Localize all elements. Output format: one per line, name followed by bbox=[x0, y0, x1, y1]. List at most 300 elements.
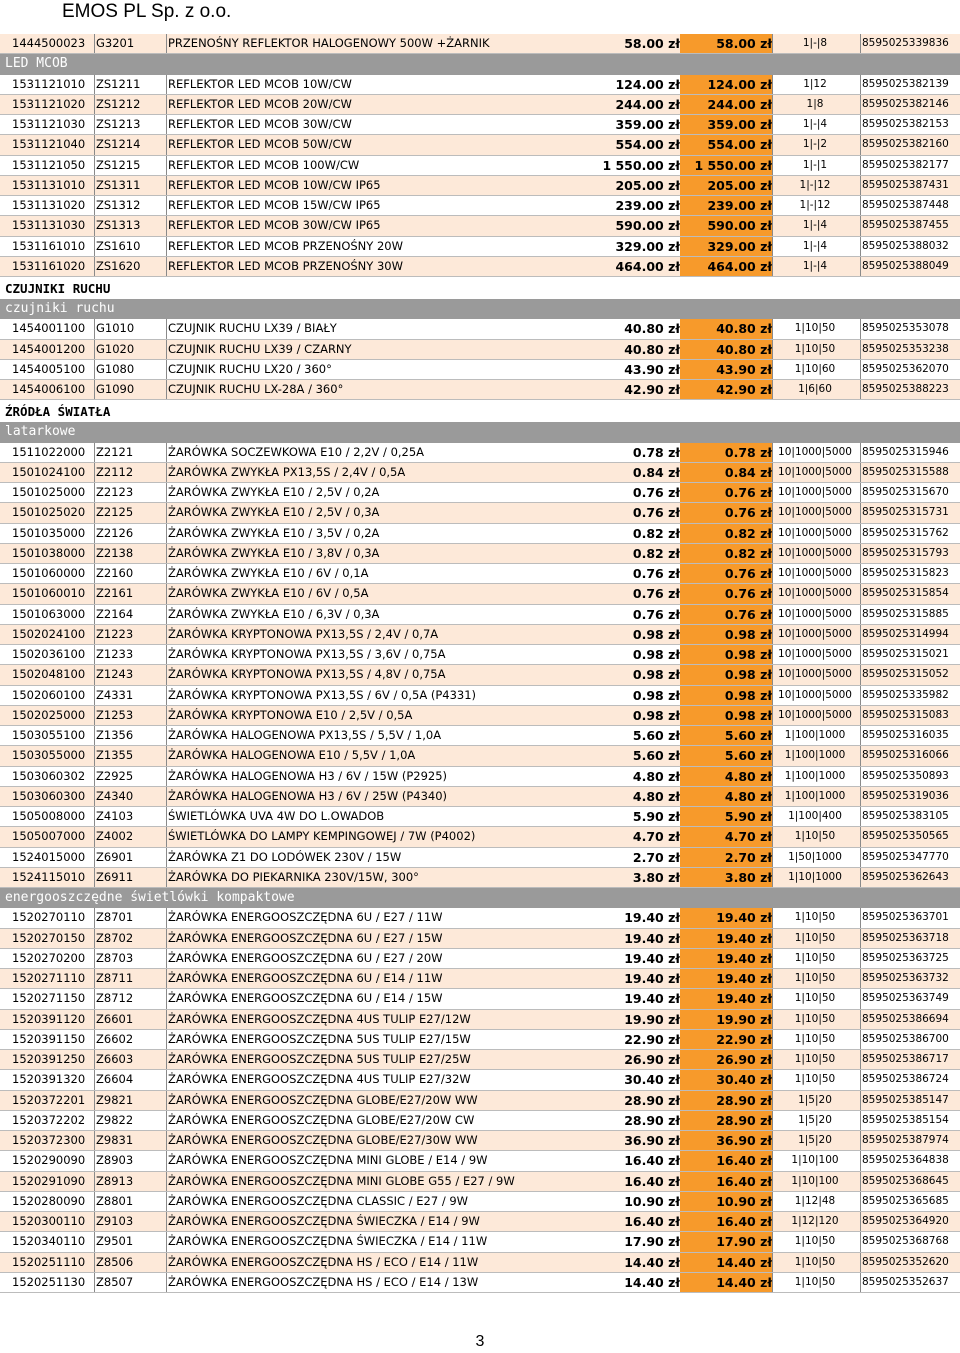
column-divider bbox=[860, 176, 861, 195]
table-row bbox=[0, 827, 960, 847]
product-symbol: Z1233 bbox=[96, 647, 134, 661]
price-highlighted: 28.90 zł bbox=[680, 1111, 772, 1130]
product-symbol: Z8913 bbox=[96, 1173, 134, 1188]
product-name: ŻARÓWKA ENERGOOSZCZĘDNA GLOBE/E27/20W WW bbox=[168, 1092, 478, 1107]
table-row bbox=[0, 443, 960, 463]
column-divider bbox=[166, 1070, 167, 1089]
column-divider bbox=[94, 929, 95, 948]
product-symbol: ZS1313 bbox=[96, 218, 141, 233]
ean-code: 8595025382146 bbox=[862, 97, 949, 110]
price-net: 30.40 zł bbox=[624, 1072, 680, 1088]
product-symbol: Z4103 bbox=[96, 809, 134, 823]
price-highlighted: 26.90 zł bbox=[680, 1050, 772, 1069]
price-net: 0.98 zł bbox=[632, 687, 680, 703]
product-symbol: Z6603 bbox=[96, 1052, 134, 1066]
product-symbol: ZS1212 bbox=[96, 96, 141, 111]
product-code: 1444500023 bbox=[12, 36, 86, 50]
column-divider bbox=[772, 443, 773, 462]
subsection-title: latarkowe bbox=[5, 424, 76, 440]
table-row bbox=[0, 1273, 960, 1293]
column-divider bbox=[772, 645, 773, 664]
product-symbol: Z4331 bbox=[96, 687, 134, 702]
ean-code: 8595025363749 bbox=[862, 992, 949, 1005]
table-row bbox=[0, 1111, 960, 1131]
table-row bbox=[0, 115, 960, 135]
product-symbol: Z8506 bbox=[96, 1254, 134, 1269]
product-name: ŻARÓWKA ENERGOOSZCZĘDNA ŚWIECZKA / E14 / 11W bbox=[168, 1234, 488, 1249]
column-divider bbox=[166, 1091, 167, 1110]
product-code: 1520280090 bbox=[12, 1193, 86, 1208]
price-highlighted: 244.00 zł bbox=[680, 95, 772, 114]
column-divider bbox=[860, 1172, 861, 1191]
category-header bbox=[0, 277, 960, 299]
product-symbol: Z2121 bbox=[96, 444, 134, 459]
table-row bbox=[0, 196, 960, 216]
column-divider bbox=[166, 524, 167, 543]
packaging: 1|8 bbox=[806, 97, 824, 110]
price-highlighted: 42.90 zł bbox=[680, 380, 772, 399]
column-divider bbox=[772, 949, 773, 968]
product-symbol: Z6601 bbox=[96, 1011, 134, 1026]
product-symbol: Z2112 bbox=[96, 464, 134, 479]
price-highlighted: 0.82 zł bbox=[680, 544, 772, 563]
table-row bbox=[0, 524, 960, 544]
price-highlighted: 40.80 zł bbox=[680, 340, 772, 359]
column-divider bbox=[94, 237, 95, 256]
column-divider bbox=[166, 929, 167, 948]
product-code: 1531131030 bbox=[12, 218, 86, 233]
product-name: ŻARÓWKA ENERGOOSZCZĘDNA ŚWIECZKA / E14 / 9W bbox=[168, 1214, 480, 1228]
column-divider bbox=[166, 135, 167, 154]
product-symbol: G1080 bbox=[96, 361, 135, 376]
packaging: 1|10|50 bbox=[794, 1255, 836, 1268]
product-code: 1520300110 bbox=[12, 1214, 86, 1228]
column-divider bbox=[860, 1010, 861, 1029]
ean-code: 8595025347770 bbox=[862, 850, 949, 863]
product-name: CZUJNIK RUCHU LX-28A / 360° bbox=[168, 382, 344, 396]
column-divider bbox=[166, 156, 167, 175]
column-divider bbox=[772, 767, 773, 786]
ean-code: 8595025352620 bbox=[862, 1255, 949, 1268]
price-highlighted: 0.98 zł bbox=[680, 665, 772, 684]
column-divider bbox=[166, 868, 167, 887]
ean-code: 8595025315588 bbox=[862, 465, 949, 478]
column-divider bbox=[772, 787, 773, 806]
product-name: ŻARÓWKA ENERGOOSZCZĘDNA MINI GLOBE G55 / E27 / 9W bbox=[168, 1173, 515, 1188]
price-net: 19.40 zł bbox=[624, 910, 680, 926]
product-code: 1502048100 bbox=[12, 667, 86, 682]
table-row bbox=[0, 1253, 960, 1273]
column-divider bbox=[860, 1232, 861, 1251]
column-divider bbox=[166, 1253, 167, 1272]
price-net: 0.78 zł bbox=[632, 444, 680, 460]
product-code: 1502036100 bbox=[12, 647, 86, 661]
column-divider bbox=[166, 463, 167, 482]
product-symbol: Z8903 bbox=[96, 1153, 134, 1168]
column-divider bbox=[94, 1030, 95, 1049]
column-divider bbox=[772, 176, 773, 195]
column-divider bbox=[772, 483, 773, 502]
product-symbol: Z8701 bbox=[96, 910, 134, 925]
ean-code: 8595025319036 bbox=[862, 789, 949, 802]
price-highlighted: 22.90 zł bbox=[680, 1030, 772, 1049]
column-divider bbox=[772, 156, 773, 175]
column-divider bbox=[94, 969, 95, 988]
product-symbol: Z8507 bbox=[96, 1274, 134, 1289]
table-row bbox=[0, 746, 960, 766]
column-divider bbox=[772, 360, 773, 379]
product-code: 1520270150 bbox=[12, 930, 86, 945]
price-net: 36.90 zł bbox=[624, 1133, 680, 1148]
product-symbol: Z6604 bbox=[96, 1072, 134, 1087]
packaging: 10|1000|5000 bbox=[778, 708, 852, 721]
column-divider bbox=[860, 503, 861, 522]
price-highlighted: 16.40 zł bbox=[680, 1151, 772, 1170]
ean-code: 8595025316066 bbox=[862, 749, 949, 762]
product-symbol: ZS1214 bbox=[96, 137, 141, 152]
price-net: 4.80 zł bbox=[632, 788, 680, 804]
price-net: 4.80 zł bbox=[632, 768, 680, 784]
subsection-header bbox=[0, 54, 960, 74]
column-divider bbox=[860, 564, 861, 583]
product-code: 1502024100 bbox=[12, 626, 86, 641]
price-net: 0.84 zł bbox=[632, 464, 680, 480]
ean-code: 8595025350565 bbox=[862, 830, 949, 843]
column-divider bbox=[166, 645, 167, 664]
packaging: 10|1000|5000 bbox=[778, 465, 852, 478]
price-net: 17.90 zł bbox=[624, 1234, 680, 1250]
product-code: 1503055000 bbox=[12, 748, 86, 763]
product-symbol: Z1223 bbox=[96, 626, 134, 641]
column-divider bbox=[94, 564, 95, 583]
column-divider bbox=[94, 584, 95, 603]
column-divider bbox=[94, 257, 95, 276]
price-highlighted: 0.84 zł bbox=[680, 463, 772, 482]
column-divider bbox=[860, 463, 861, 482]
product-code: 1531161020 bbox=[12, 258, 86, 273]
product-symbol: Z2125 bbox=[96, 505, 134, 520]
table-row bbox=[0, 929, 960, 949]
column-divider bbox=[94, 1050, 95, 1069]
column-divider bbox=[94, 989, 95, 1008]
subsection-header bbox=[0, 299, 960, 319]
column-divider bbox=[166, 605, 167, 624]
product-name: ŻARÓWKA ENERGOOSZCZĘDNA CLASSIC / E27 / 9W bbox=[168, 1193, 469, 1208]
product-symbol: ZS1311 bbox=[96, 177, 141, 192]
column-divider bbox=[772, 665, 773, 684]
table-row bbox=[0, 625, 960, 645]
table-row bbox=[0, 1151, 960, 1171]
column-divider bbox=[860, 645, 861, 664]
product-name: ŻARÓWKA ZWYKŁA E10 / 3,5V / 0,2A bbox=[168, 525, 380, 540]
product-name: ŻARÓWKA HALOGENOWA H3 / 6V / 15W (P2925) bbox=[168, 768, 448, 783]
column-divider bbox=[94, 686, 95, 705]
price-table bbox=[0, 34, 960, 1293]
packaging: 10|1000|5000 bbox=[778, 567, 852, 579]
column-divider bbox=[94, 1232, 95, 1251]
table-row bbox=[0, 1030, 960, 1050]
product-symbol: Z9821 bbox=[96, 1092, 134, 1107]
column-divider bbox=[772, 686, 773, 705]
table-row bbox=[0, 360, 960, 380]
column-divider bbox=[772, 380, 773, 399]
column-divider bbox=[94, 1091, 95, 1110]
ean-code: 8595025385154 bbox=[862, 1113, 949, 1126]
price-net: 124.00 zł bbox=[615, 76, 680, 92]
packaging: 10|1000|5000 bbox=[778, 607, 852, 620]
column-divider bbox=[166, 584, 167, 603]
subsection-header bbox=[0, 422, 960, 442]
ean-code: 8595025353078 bbox=[862, 322, 949, 335]
product-name: ŻARÓWKA ZWYKŁA E10 / 6V / 0,1A bbox=[168, 566, 369, 580]
column-divider bbox=[860, 989, 861, 1008]
ean-code: 8595025363725 bbox=[862, 951, 949, 964]
product-code: 1501038000 bbox=[12, 545, 86, 560]
packaging: 1|10|50 bbox=[794, 951, 836, 964]
column-divider bbox=[166, 319, 167, 338]
packaging: 1|5|20 bbox=[798, 1093, 832, 1106]
column-divider bbox=[860, 75, 861, 94]
price-highlighted: 0.98 zł bbox=[680, 706, 772, 725]
column-divider bbox=[860, 483, 861, 502]
product-name: ŻARÓWKA SOCZEWKOWA E10 / 2,2V / 0,25A bbox=[168, 444, 425, 459]
product-symbol: G1020 bbox=[96, 341, 135, 356]
column-divider bbox=[94, 340, 95, 359]
ean-code: 8595025362070 bbox=[862, 362, 949, 375]
column-divider bbox=[860, 625, 861, 644]
product-code: 1501060010 bbox=[12, 586, 86, 601]
packaging: 1|10|50 bbox=[794, 1053, 836, 1065]
price-highlighted: 3.80 zł bbox=[680, 868, 772, 887]
column-divider bbox=[94, 868, 95, 887]
column-divider bbox=[772, 340, 773, 359]
column-divider bbox=[94, 503, 95, 522]
column-divider bbox=[860, 665, 861, 684]
column-divider bbox=[860, 1212, 861, 1231]
product-code: 1520271150 bbox=[12, 991, 86, 1006]
table-row bbox=[0, 380, 960, 400]
product-code: 1520270200 bbox=[12, 950, 86, 965]
table-row bbox=[0, 686, 960, 706]
product-symbol: ZS1620 bbox=[96, 258, 141, 273]
column-divider bbox=[860, 908, 861, 927]
product-symbol: Z1253 bbox=[96, 707, 134, 722]
packaging: 1|-|1 bbox=[802, 158, 828, 171]
table-row bbox=[0, 237, 960, 257]
price-highlighted: 0.82 zł bbox=[680, 524, 772, 543]
column-divider bbox=[860, 868, 861, 887]
column-divider bbox=[860, 827, 861, 846]
column-divider bbox=[166, 340, 167, 359]
ean-code: 8595025364920 bbox=[862, 1215, 949, 1227]
table-row bbox=[0, 807, 960, 827]
product-name: ŻARÓWKA ENERGOOSZCZĘDNA GLOBE/E27/30W WW bbox=[168, 1133, 478, 1147]
packaging: 1|10|50 bbox=[794, 1235, 836, 1248]
packaging: 1|-|8 bbox=[802, 37, 828, 49]
price-highlighted: 329.00 zł bbox=[680, 237, 772, 256]
packaging: 1|10|50 bbox=[794, 911, 836, 924]
price-highlighted: 4.80 zł bbox=[680, 787, 772, 806]
price-net: 10.90 zł bbox=[624, 1193, 680, 1209]
column-divider bbox=[772, 969, 773, 988]
ean-code: 8595025382160 bbox=[862, 138, 949, 151]
column-divider bbox=[860, 969, 861, 988]
price-highlighted: 590.00 zł bbox=[680, 216, 772, 235]
product-symbol: ZS1211 bbox=[96, 76, 141, 91]
column-divider bbox=[772, 257, 773, 276]
product-symbol: Z2138 bbox=[96, 545, 134, 560]
price-highlighted: 5.60 zł bbox=[680, 746, 772, 765]
column-divider bbox=[166, 1232, 167, 1251]
product-name: ŻARÓWKA HALOGENOWA PX13,5S / 5,5V / 1,0A bbox=[168, 728, 442, 742]
table-row bbox=[0, 156, 960, 176]
product-name: REFLEKTOR LED MCOB 100W/CW bbox=[168, 157, 360, 172]
ean-code: 8595025315823 bbox=[862, 567, 949, 579]
column-divider bbox=[166, 360, 167, 379]
column-divider bbox=[772, 237, 773, 256]
packaging: 1|10|50 bbox=[794, 972, 836, 984]
column-divider bbox=[772, 1151, 773, 1170]
product-code: 1520391250 bbox=[12, 1052, 86, 1066]
column-divider bbox=[94, 1151, 95, 1170]
price-net: 16.40 zł bbox=[624, 1214, 680, 1229]
packaging: 1|-|12 bbox=[799, 199, 831, 211]
column-divider bbox=[94, 34, 95, 53]
column-divider bbox=[166, 686, 167, 705]
product-code: 1520271110 bbox=[12, 971, 86, 985]
product-code: 1503060302 bbox=[12, 768, 86, 783]
packaging: 1|50|1000 bbox=[788, 850, 842, 863]
table-row bbox=[0, 645, 960, 665]
packaging: 1|10|50 bbox=[794, 322, 836, 335]
price-net: 0.98 zł bbox=[632, 707, 680, 723]
column-divider bbox=[860, 807, 861, 826]
price-net: 4.70 zł bbox=[632, 829, 680, 845]
product-name: ŻARÓWKA ENERGOOSZCZĘDNA 4US TULIP E27/32W bbox=[168, 1072, 471, 1087]
column-divider bbox=[772, 75, 773, 94]
column-divider bbox=[772, 524, 773, 543]
price-highlighted: 30.40 zł bbox=[680, 1070, 772, 1089]
ean-code: 8595025383105 bbox=[862, 810, 949, 822]
ean-code: 8595025388049 bbox=[862, 259, 949, 272]
company-name: EMOS PL Sp. z o.o. bbox=[62, 1, 232, 22]
product-name: REFLEKTOR LED MCOB 10W/CW bbox=[168, 76, 352, 91]
price-net: 58.00 zł bbox=[624, 36, 680, 51]
price-highlighted: 464.00 zł bbox=[680, 257, 772, 276]
table-row bbox=[0, 1070, 960, 1090]
product-name: ŻARÓWKA ZWYKŁA PX13,5S / 2,4V / 0,5A bbox=[168, 464, 406, 479]
packaging: 1|100|1000 bbox=[784, 729, 846, 741]
ean-code: 8595025315854 bbox=[862, 587, 949, 600]
price-net: 19.40 zł bbox=[624, 971, 680, 986]
product-name: REFLEKTOR LED MCOB 15W/CW IP65 bbox=[168, 198, 381, 212]
table-row bbox=[0, 34, 960, 54]
ean-code: 8595025386700 bbox=[862, 1032, 949, 1045]
column-divider bbox=[166, 544, 167, 563]
price-highlighted: 40.80 zł bbox=[680, 319, 772, 338]
column-divider bbox=[860, 1091, 861, 1110]
table-row bbox=[0, 176, 960, 196]
table-row bbox=[0, 463, 960, 483]
column-divider bbox=[772, 827, 773, 846]
product-name: ŻARÓWKA ENERGOOSZCZĘDNA 6U / E27 / 15W bbox=[168, 930, 443, 945]
price-highlighted: 0.76 zł bbox=[680, 503, 772, 522]
column-divider bbox=[94, 848, 95, 867]
column-divider bbox=[94, 706, 95, 725]
table-row bbox=[0, 564, 960, 584]
column-divider bbox=[772, 1232, 773, 1251]
packaging: 1|10|50 bbox=[794, 1032, 836, 1045]
price-highlighted: 19.40 zł bbox=[680, 929, 772, 948]
column-divider bbox=[166, 726, 167, 745]
packaging: 1|10|50 bbox=[794, 931, 836, 944]
column-divider bbox=[772, 463, 773, 482]
product-name: ŻARÓWKA ENERGOOSZCZĘDNA 4US TULIP E27/12W bbox=[168, 1011, 471, 1026]
price-net: 554.00 zł bbox=[615, 137, 680, 153]
column-divider bbox=[94, 949, 95, 968]
ean-code: 8595025352637 bbox=[862, 1275, 949, 1288]
column-divider bbox=[166, 483, 167, 502]
column-divider bbox=[94, 156, 95, 175]
column-divider bbox=[166, 1131, 167, 1150]
column-divider bbox=[860, 257, 861, 276]
price-highlighted: 0.98 zł bbox=[680, 645, 772, 664]
column-divider bbox=[772, 1172, 773, 1191]
product-code: 1511022000 bbox=[12, 444, 86, 459]
product-name: ŻARÓWKA ZWYKŁA E10 / 3,8V / 0,3A bbox=[168, 545, 380, 560]
packaging: 10|1000|5000 bbox=[778, 526, 852, 539]
price-net: 5.90 zł bbox=[632, 809, 680, 824]
column-divider bbox=[94, 1273, 95, 1292]
column-divider bbox=[772, 115, 773, 134]
product-name: ŻARÓWKA ZWYKŁA E10 / 6,3V / 0,3A bbox=[168, 606, 380, 621]
product-code: 1501025020 bbox=[12, 505, 86, 520]
product-symbol: Z2126 bbox=[96, 525, 134, 540]
table-row bbox=[0, 605, 960, 625]
column-divider bbox=[94, 1253, 95, 1272]
price-highlighted: 19.40 zł bbox=[680, 969, 772, 988]
column-divider bbox=[166, 848, 167, 867]
table-row bbox=[0, 1050, 960, 1070]
packaging: 1|5|20 bbox=[798, 1113, 832, 1126]
column-divider bbox=[166, 257, 167, 276]
product-name: REFLEKTOR LED MCOB 30W/CW IP65 bbox=[168, 218, 381, 233]
product-symbol: Z8712 bbox=[96, 991, 134, 1006]
column-divider bbox=[166, 625, 167, 644]
column-divider bbox=[94, 360, 95, 379]
product-code: 1454005100 bbox=[12, 361, 86, 376]
ean-code: 8595025315885 bbox=[862, 607, 949, 620]
column-divider bbox=[166, 1212, 167, 1231]
price-net: 590.00 zł bbox=[615, 218, 680, 234]
packaging: 10|1000|5000 bbox=[778, 688, 852, 701]
packaging: 1|10|50 bbox=[794, 830, 836, 843]
column-divider bbox=[166, 1151, 167, 1170]
column-divider bbox=[166, 503, 167, 522]
ean-code: 8595025382153 bbox=[862, 118, 949, 130]
product-symbol: ZS1312 bbox=[96, 198, 141, 212]
product-code: 1524015000 bbox=[12, 849, 86, 864]
price-highlighted: 19.40 zł bbox=[680, 908, 772, 927]
table-row bbox=[0, 767, 960, 787]
ean-code: 8595025315793 bbox=[862, 546, 949, 559]
product-code: 1454001100 bbox=[12, 321, 86, 336]
column-divider bbox=[860, 34, 861, 53]
product-name: ŻARÓWKA ZWYKŁA E10 / 2,5V / 0,2A bbox=[168, 485, 380, 499]
packaging: 10|1000|5000 bbox=[778, 445, 852, 458]
packaging: 10|1000|5000 bbox=[778, 668, 852, 681]
packaging: 1|-|4 bbox=[802, 118, 828, 130]
